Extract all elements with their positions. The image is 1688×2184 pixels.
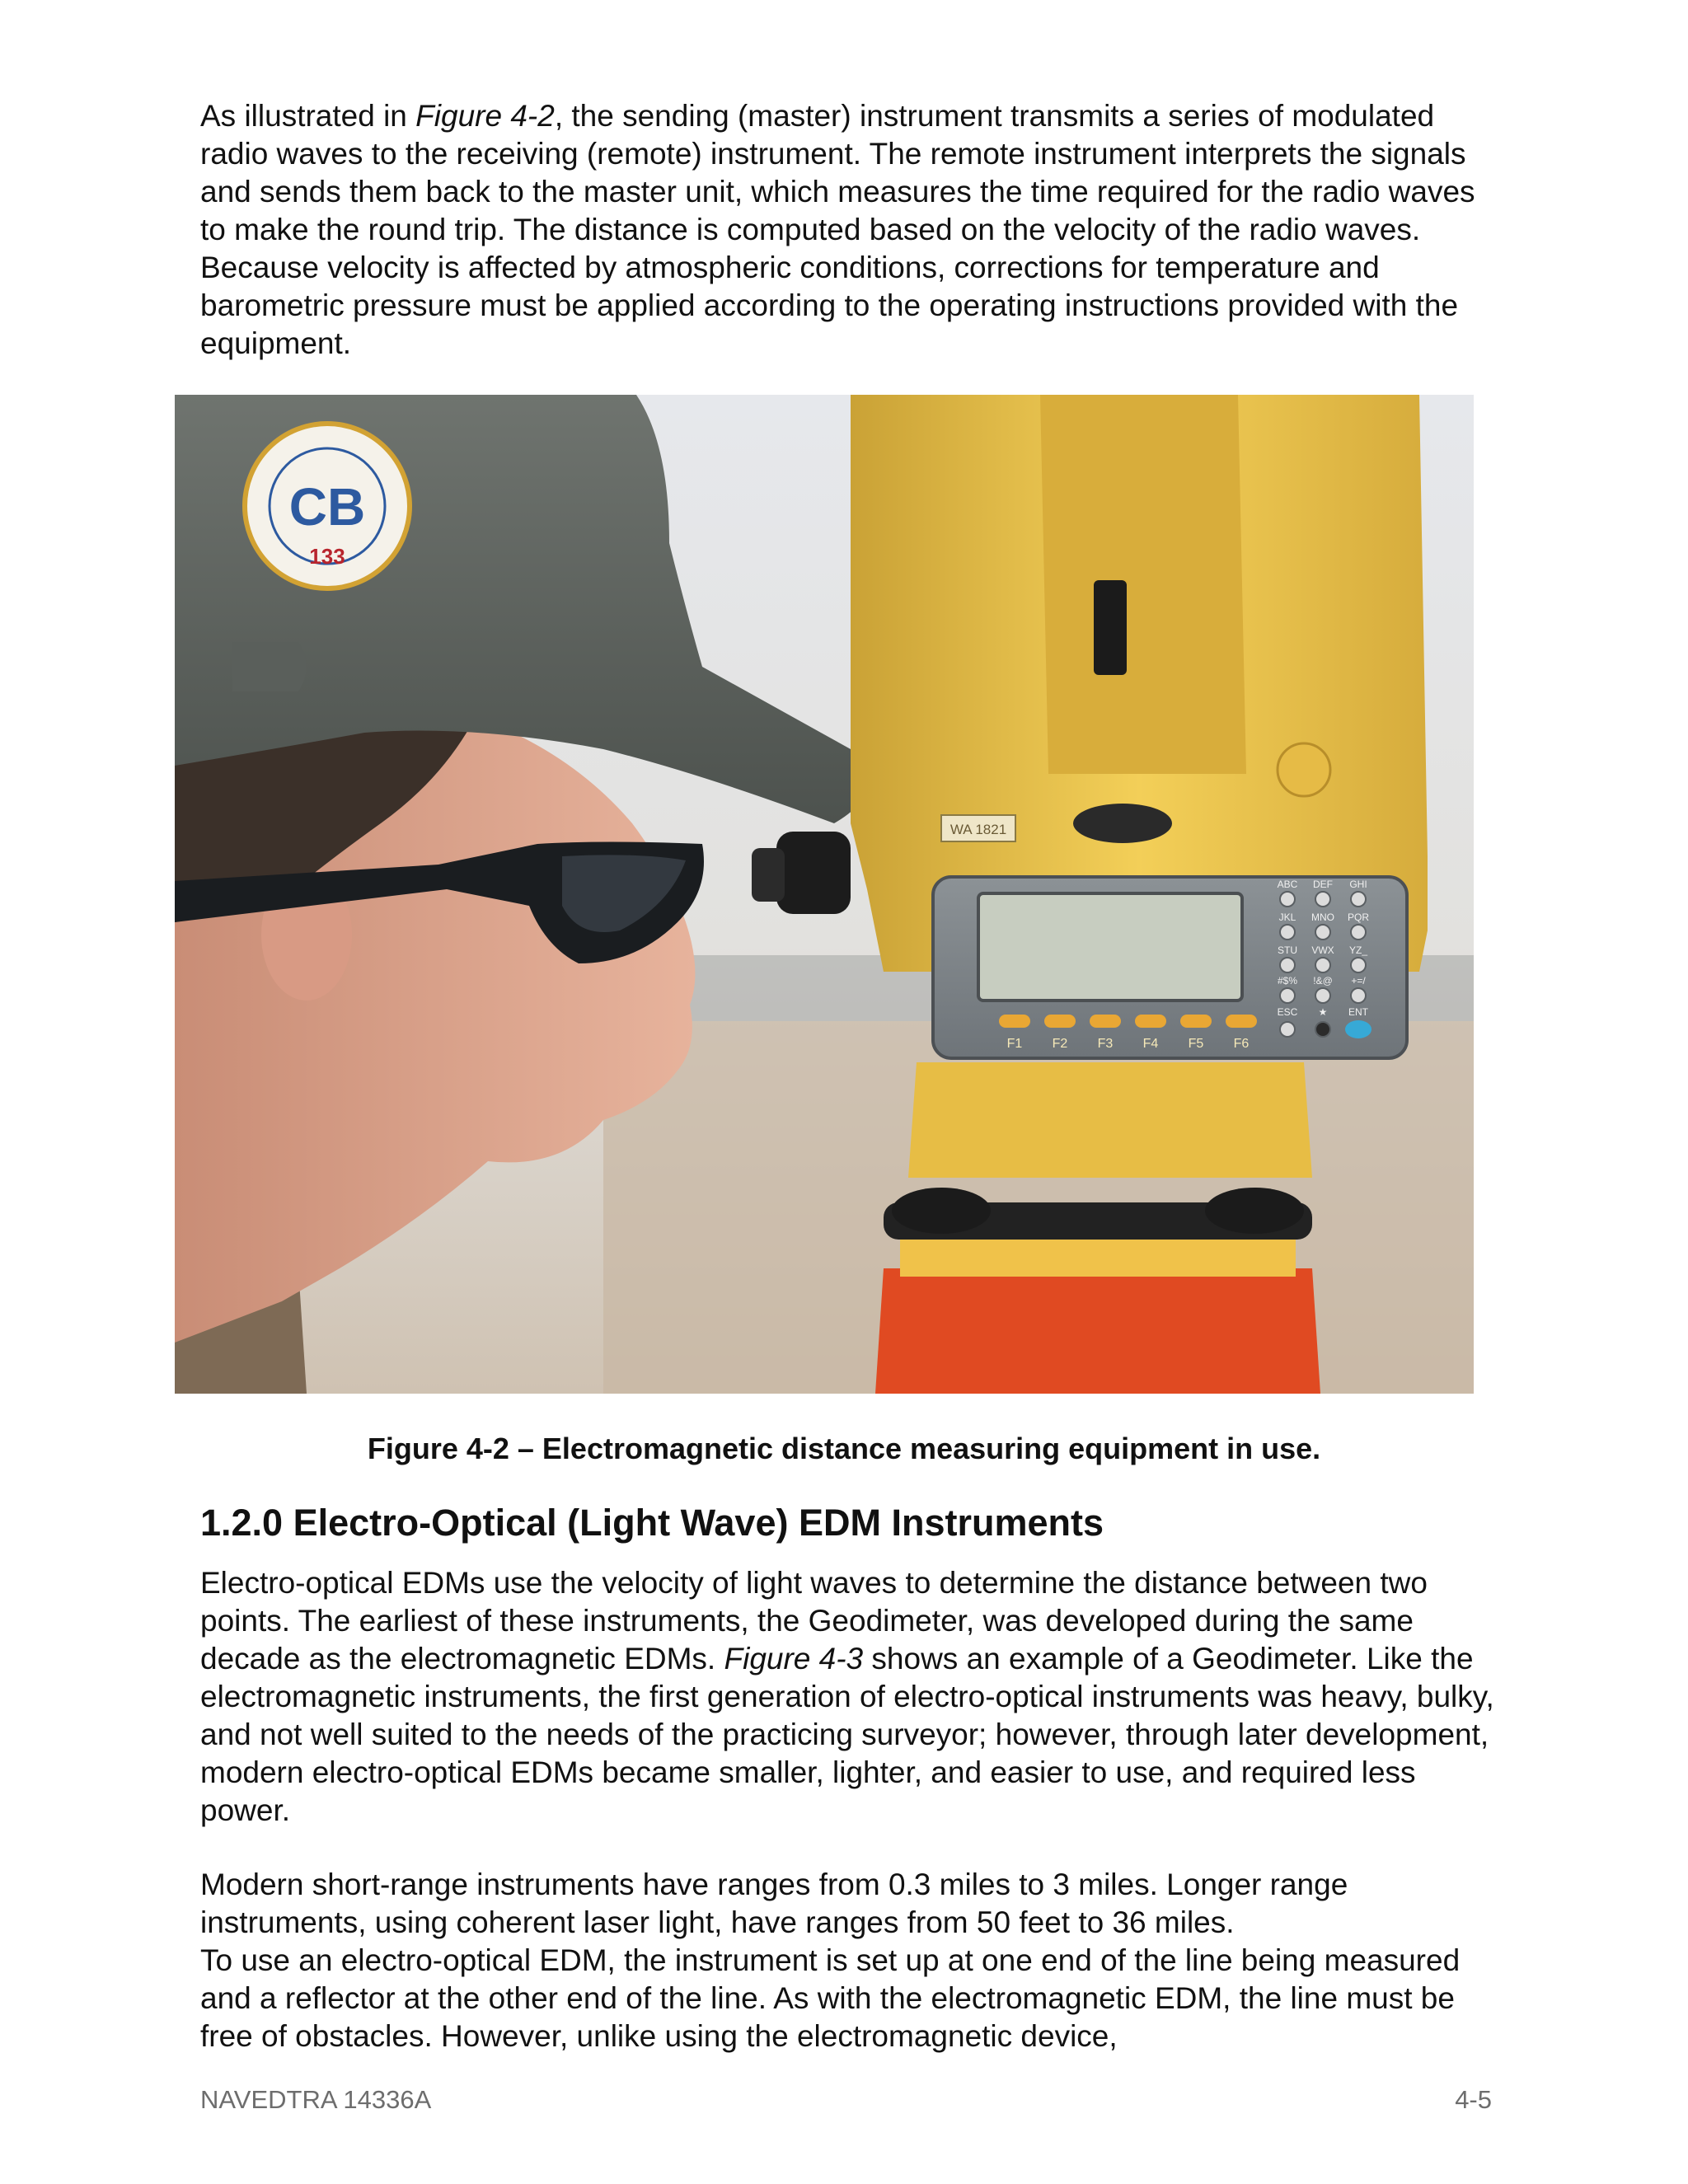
key-label: JKL (1278, 912, 1296, 923)
instrument-telescope-housing (1040, 395, 1246, 774)
key-label: ★ (1318, 1006, 1328, 1018)
f4-key (1135, 1015, 1166, 1028)
paragraph: Modern short-range instruments have ranges from 0.3 miles to 3 miles. Longer range instruments, using coherent laser light, have ranges from 50 feet to 36 miles. (200, 1868, 1348, 1939)
f5-label: F5 (1188, 1037, 1204, 1051)
serial-number: WA 1821 (950, 822, 1007, 837)
f2-label: F2 (1052, 1037, 1068, 1051)
key-label: #$% (1277, 975, 1298, 987)
tripod-head (875, 1268, 1320, 1394)
enter-key (1345, 1020, 1372, 1038)
section-heading: 1.2.0 Electro-Optical (Light Wave) EDM Instruments (200, 1502, 1104, 1544)
f5-key (1180, 1015, 1212, 1028)
key-label: DEF (1313, 879, 1333, 890)
figure-photo (175, 395, 1474, 1394)
key-label: MNO (1311, 912, 1334, 923)
paragraph: To use an electro-optical EDM, the instrument is set up at one end of the line being measured and a reflector at the other end of the line. As with the electromagnetic EDM, the line must be free of obstacles. However, unlike using the electromagnetic device, (200, 1943, 1461, 2053)
key-label: !&@ (1313, 975, 1333, 987)
instrument-handle-slot (1094, 580, 1127, 675)
f3-key (1090, 1015, 1121, 1028)
f6-key (1226, 1015, 1257, 1028)
instrument-base (908, 1062, 1312, 1178)
key-label: ABC (1277, 879, 1298, 890)
helmet-sticker (245, 424, 410, 588)
sticker-number: 133 (309, 544, 345, 569)
key-label: ENT (1348, 1006, 1368, 1018)
lcd-display (978, 893, 1242, 1001)
key-label: ESC (1277, 1006, 1298, 1018)
leveling-screw-left (892, 1188, 991, 1234)
f1-label: F1 (1006, 1037, 1023, 1051)
intro-paragraph (200, 97, 1494, 363)
f1-key (999, 1015, 1030, 1028)
key-label: +=/ (1351, 975, 1366, 987)
figure-reference: Figure 4-2 (415, 99, 555, 133)
key-label: GHI (1349, 879, 1367, 890)
key-label: STU (1278, 944, 1297, 956)
leveling-screw-right (1205, 1188, 1304, 1234)
f2-key (1044, 1015, 1076, 1028)
tribrach-plate (900, 1235, 1296, 1277)
f3-label: F3 (1097, 1037, 1114, 1051)
sticker-letters: CB (288, 477, 366, 537)
f6-label: F6 (1233, 1037, 1250, 1051)
hard-hat-slot (232, 642, 307, 691)
key-label: YZ_ (1348, 944, 1368, 956)
footer-document-id: NAVEDTRA 14336A (200, 2085, 432, 2114)
f4-label: F4 (1142, 1037, 1159, 1051)
figure-reference: Figure 4-3 (724, 1642, 864, 1675)
telescope-lens-bottom (1073, 804, 1172, 843)
key-label: VWX (1311, 944, 1334, 956)
paragraph (200, 1564, 1494, 1830)
figure-caption: Figure 4-2 – Electromagnetic distance measuring equipment in use. (367, 1432, 1321, 1465)
text-run: Electro-optical EDMs use the velocity of light waves to determine the distance between two points. The earliest of these instruments, the Geodimeter, was developed during the same decade as the electromagnetic EDMs. (200, 1566, 1428, 1675)
key-label: PQR (1347, 912, 1370, 923)
instrument-knob (1278, 743, 1330, 796)
footer-page-number: 4-5 (1455, 2085, 1492, 2114)
text-run: , the sending (master) instrument transmits a series of modulated radio waves to the receiving (remote) instrument. The remote instrument interprets the signals and sends them back to the master unit, which measures the time required for the radio waves to make the round trip. The distance is computed based on the velocity of the radio waves. Because velocity is affected by atmospheric conditions, corrections for temperature and barometric pressure must be applied according to the operating instructions provided with the equipment. (200, 99, 1475, 360)
text-run: shows an example of a Geodimeter. Like the electromagnetic instruments, the first generation of electro-optical instruments was heavy, bulky, and not well suited to the needs of the practicing surveyor; however, through later development, modern electro-optical EDMs became smaller, lighter, and easier to use, and required less power. (200, 1642, 1494, 1827)
text-run: As illustrated in (200, 99, 416, 133)
control-panel (933, 877, 1407, 1058)
